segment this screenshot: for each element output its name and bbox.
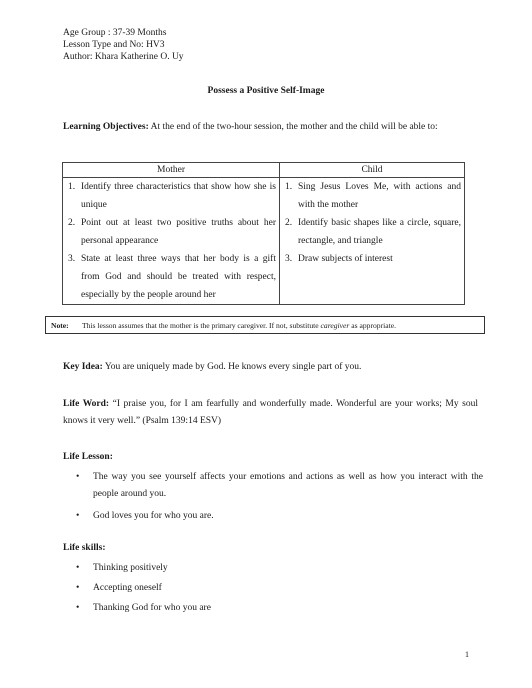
bullet-icon: • bbox=[76, 472, 80, 482]
note-text-before: This lesson assumes that the mother is the primary caregiver. If not, substitute bbox=[82, 321, 319, 330]
note-text bbox=[82, 317, 396, 335]
page-title: Possess a Positive Self-Image bbox=[207, 86, 325, 96]
key-idea bbox=[63, 359, 478, 376]
item-text: Point out at least two positive truths about her personal appearance bbox=[81, 218, 276, 246]
list-item bbox=[283, 178, 461, 214]
list-item bbox=[66, 178, 276, 214]
item-text: Identify three characteristics that show how she is unique bbox=[81, 182, 276, 210]
bullet-icon: • bbox=[76, 603, 80, 613]
item-text: Accepting oneself bbox=[93, 583, 162, 593]
item-text: State at least three ways that her body is a gift from God and should be treated with respect, especially by the people around her bbox=[81, 254, 276, 300]
item-text: Sing Jesus Loves Me, with actions and with the mother bbox=[298, 182, 461, 210]
lesson-type: Lesson Type and No: HV3 bbox=[63, 40, 165, 50]
list-item bbox=[66, 214, 276, 250]
child-objectives-cell bbox=[280, 178, 465, 305]
mother-objectives-cell bbox=[63, 178, 280, 305]
note-label: Note: bbox=[51, 321, 69, 330]
page-number: 1 bbox=[465, 650, 469, 659]
key-idea-label: Key Idea: bbox=[63, 362, 103, 372]
item-number: 3. bbox=[68, 254, 76, 264]
list-item bbox=[63, 558, 483, 578]
life-lesson-heading: Life Lesson: bbox=[63, 452, 113, 462]
list-item bbox=[283, 250, 461, 268]
learning-objectives bbox=[63, 119, 478, 136]
list-item bbox=[63, 469, 483, 503]
author: Author: Khara Katherine O. Uy bbox=[63, 52, 184, 62]
item-number: 1. bbox=[285, 182, 293, 192]
life-skills-list bbox=[63, 558, 483, 618]
lesson-meta bbox=[63, 27, 184, 63]
item-text: Identify basic shapes like a circle, square, rectangle, and triangle bbox=[298, 218, 461, 246]
objectives-table bbox=[62, 162, 465, 305]
note-text-after: as appropriate. bbox=[351, 321, 396, 330]
item-text: God loves you for who you are. bbox=[93, 511, 214, 521]
key-idea-text: You are uniquely made by God. He knows every single part of you. bbox=[104, 362, 362, 372]
life-word-label: Life Word: bbox=[63, 399, 110, 409]
table-row bbox=[63, 178, 465, 305]
item-text: The way you see yourself affects your emotions and actions as well as how you interact with the people around you. bbox=[93, 472, 483, 499]
list-item bbox=[63, 598, 483, 618]
item-text: Thinking positively bbox=[93, 563, 168, 573]
header-mother: Mother bbox=[63, 163, 280, 178]
life-skills-heading: Life skills: bbox=[63, 543, 106, 553]
note-emphasis: caregiver bbox=[320, 321, 350, 330]
learning-objectives-label: Learning Objectives: bbox=[63, 122, 149, 132]
age-group: Age Group : 37-39 Months bbox=[63, 28, 167, 38]
list-item bbox=[63, 578, 483, 598]
life-lesson-list bbox=[63, 469, 483, 530]
list-item bbox=[63, 508, 483, 525]
note-box bbox=[45, 316, 485, 334]
list-item bbox=[283, 214, 461, 250]
life-word-text: “I praise you, for I am fearfully and wonderfully made. Wonderful are your works; My soul knows it very well.” (Psalm 139:14 ESV) bbox=[63, 399, 478, 426]
header-child: Child bbox=[280, 163, 465, 178]
item-text: Draw subjects of interest bbox=[298, 254, 393, 264]
bullet-icon: • bbox=[76, 563, 80, 573]
item-number: 2. bbox=[285, 218, 293, 228]
learning-objectives-text: At the end of the two-hour session, the mother and the child will be able to: bbox=[150, 122, 438, 132]
life-word bbox=[63, 396, 478, 430]
item-number: 3. bbox=[285, 254, 293, 264]
item-number: 1. bbox=[68, 182, 76, 192]
list-item bbox=[66, 250, 276, 304]
item-text: Thanking God for who you are bbox=[93, 603, 211, 613]
bullet-icon: • bbox=[76, 511, 80, 521]
bullet-icon: • bbox=[76, 583, 80, 593]
table-header-row bbox=[63, 163, 465, 178]
item-number: 2. bbox=[68, 218, 76, 228]
